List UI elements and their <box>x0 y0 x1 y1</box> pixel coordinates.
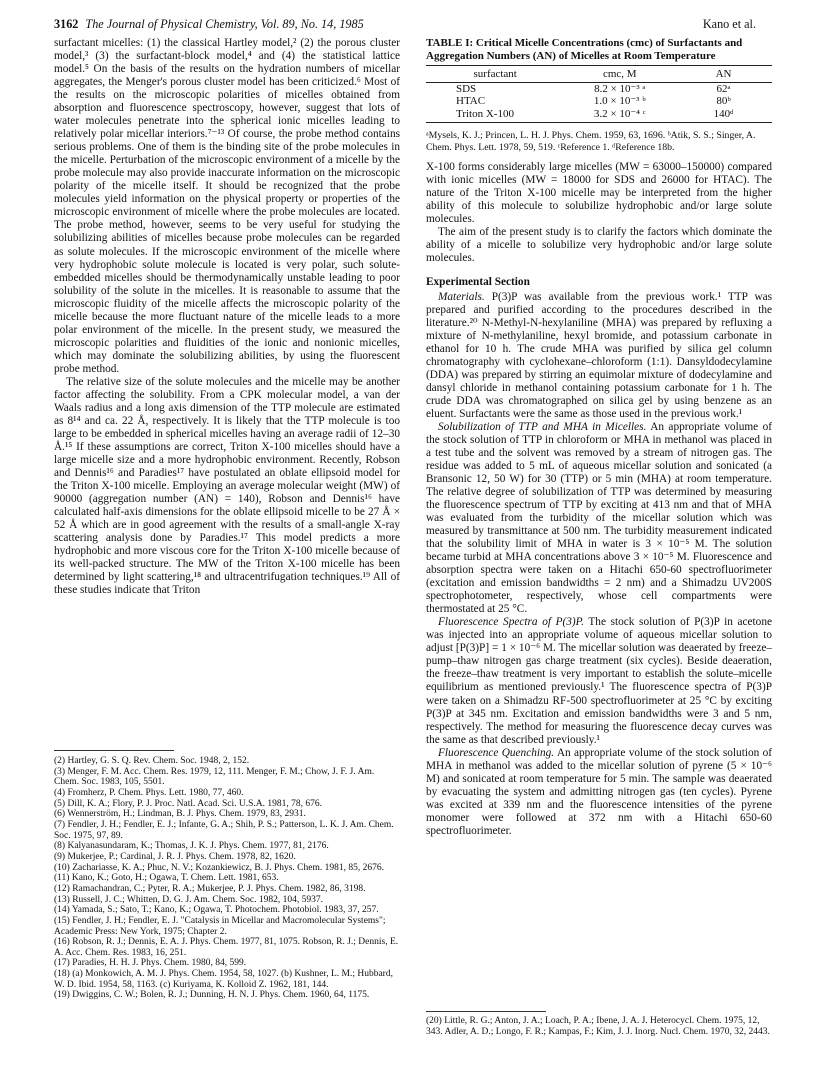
table-header-row <box>426 66 772 83</box>
column-header: AN <box>675 66 772 83</box>
journal-citation: The Journal of Physical Chemistry, Vol. 89, No. 14, 1985 <box>85 17 364 31</box>
footnote: (18) (a) Monkowich, A. M. J. Phys. Chem. 1954, 58, 1027. (b) Kushner, L. M.; Hubbard, W. D. Ibid. 1954, 58, 1163. (c) Kuriyama, K. Kolloid Z. 1962, 181, 144. <box>54 969 393 990</box>
column-header: cmc, M <box>564 66 675 83</box>
table-cell: 80ᵇ <box>716 95 731 108</box>
footnote: (12) Ramachandran, C.; Pyter, R. A.; Mukerjee, P. J. Phys. Chem. 1982, 86, 3198. <box>54 883 366 894</box>
run-in-heading: Materials. <box>438 290 485 303</box>
footnote: (16) Robson, R. J.; Dennis, E. A. J. Phys. Chem. 1977, 81, 1075. Robson, R. J.; Dennis, E. A. Acc. Chem. Res. 1983, 16, 251. <box>54 937 399 958</box>
right-column <box>426 37 772 838</box>
footnote: (20) Little, R. G.; Anton, J. A.; Loach, P. A.; Ibene, J. A. J. Heterocycl. Chem. 1975, 12, 343. Adler, A. D.; Longo, F. R.; Kampas, F.; Kim, J. J. Inorg. Nucl. Chem. 1970, 32, 2443. <box>426 1016 770 1037</box>
footnote: (10) Zachariasse, K. A.; Phuc, N. V.; Kozankiewicz, B. J. Phys. Chem. 1981, 85, 2676. <box>54 862 384 873</box>
table-caption: TABLE I: Critical Micelle Concentrations (cmc) of Surfactants and Aggregation Numbers (AN) of Micelles at Room Temperature <box>426 37 743 62</box>
body-paragraph: X-100 forms considerably large micelles (MW = 63000–150000) compared with ionic micelles (MW = 18000 for SDS and 26000 for HTAC). The nature of the Triton X-100 micelle may be interpreted from the higher ability of this molecule to solubilize hydrophobic and/or large solute molecules. <box>426 161 772 226</box>
footnote: (8) Kalyanasundaram, K.; Thomas, J. K. J. Phys. Chem. 1977, 81, 2176. <box>54 841 329 852</box>
left-column <box>54 37 400 597</box>
table-cell: 140ᵈ <box>675 108 772 123</box>
section-heading: Experimental Section <box>426 275 530 288</box>
footnote: (6) Wennerström, H.; Lindman, B. J. Phys. Chem. 1979, 83, 2931. <box>54 809 306 820</box>
footnote-separator <box>426 1011 546 1012</box>
run-in-heading: Solubilization of TTP and MHA in Micelles. <box>438 420 647 433</box>
footnote: (5) Dill, K. A.; Flory, P. J. Proc. Natl. Acad. Sci. U.S.A. 1981, 78, 676. <box>54 798 323 809</box>
table-row <box>426 108 772 123</box>
table-cell: Triton X-100 <box>426 108 564 123</box>
table-cell: 1.0 × 10⁻³ ᵇ <box>593 95 646 108</box>
footnote: (14) Yamada, S.; Sato, T.; Kano, K.; Ogawa, T. Photochem. Photobiol. 1983, 37, 257. <box>54 905 379 916</box>
footnote: (15) Fendler, J. H.; Fendler, E. J. "Catalysis in Micellar and Macromolecular Systems"; Academic Press: New York, 1975; Chapter 2. <box>54 915 386 937</box>
cmc-table <box>426 65 772 123</box>
body-paragraph <box>426 616 772 746</box>
body-paragraph <box>426 291 772 421</box>
footnote: (19) Dwiggins, C. W.; Bolen, R. J.; Dunning, H. N. J. Phys. Chem. 1960, 64, 1175. <box>54 990 370 1001</box>
table-cell: 62ᵃ <box>716 83 731 96</box>
paragraph-text: An appropriate volume of the stock solution of TTP in chloroform or MHA in methanol was placed in a test tube and the solvent was removed by a stream of nitrogen gas. The residue was added to 5 mL of aqueous micellar solution and sonicated (a Bransonic 12, 50 W) for 30 (TTP) or 5 min (MHA) at room temperature. The relative degree of solubilization of TTP was determined by measuring the fluorescence spectrum of TTP by exciting at 413 nm and that of MHA was evaluated from the turbidity of the micellar solution which was measured by transmittance at 500 nm. The turbidity measurement indicated that the solubility limit of MHA in water is 3 × 10⁻⁵ M. The solution became turbid at MHA concentrations above 3 × 10⁻⁵ M. Fluorescence and absorption spectra were taken on a Hitachi 650-60 spectrofluorimeter (excitation and emission bandwidths = 2 nm) and a Shimadzu UV200S spectrophotometer, respectively, whose cell compartments were thermostated at 25 °C. <box>426 420 772 616</box>
run-in-heading: Fluorescence Quenching. <box>438 746 555 759</box>
running-header <box>54 17 364 31</box>
footnote-separator <box>54 750 174 751</box>
body-paragraph <box>426 747 772 838</box>
footnotes-right <box>426 1016 772 1037</box>
body-paragraph: The aim of the present study is to clarify the factors which dominate the ability of a micelle to solubilize very hydrophobic and/or large solute molecules. <box>426 226 772 265</box>
footnote: (9) Mukerjee, P.; Cardinal, J. R. J. Phys. Chem. 1978, 82, 1620. <box>54 851 296 862</box>
page-number: 3162 <box>54 17 79 31</box>
footnotes-left <box>54 756 400 1001</box>
footnote: (2) Hartley, G. S. Q. Rev. Chem. Soc. 1948, 2, 152. <box>54 756 250 766</box>
table-cell: 3.2 × 10⁻⁴ ᶜ <box>564 108 675 123</box>
footnote: (11) Kano, K.; Goto, H.; Ogawa, T. Chem. Lett. 1981, 653. <box>54 873 279 884</box>
footnote: (7) Fendler, J. H.; Fendler, E. J.; Infante, G. A.; Shih, P. S.; Patterson, L. K. J. Am. Chem. Soc. 1975, 97, 89. <box>54 819 394 841</box>
column-header: surfactant <box>426 66 564 83</box>
footnote: (13) Russell, J. C.; Whitten, D. G. J. Am. Chem. Soc. 1982, 104, 5937. <box>54 894 323 905</box>
run-in-heading: Fluorescence Spectra of P(3)P. <box>438 616 584 629</box>
paragraph-text: The stock solution of P(3)P in acetone was injected into an appropriate volume of aqueous micellar solution to adjust [P(3)P] = 1 × 10⁻⁶ M. The micellar solution was deaerated by freeze–pump–thaw nitrogen gas charge treatment (six cycles). Beside deaeration, the freeze–thaw treatment is very important to establish the solute–micelle equilibrium as mentioned previously.¹ The fluorescence spectra of P(3)P were taken on a Shimadzu RF-500 spectrofluorimeter at 25 °C by exciting P(3)P at 345 nm. Excitation and emission bandwidths were 3 and 5 nm, respectively. The method for measuring the fluorescence decay curves was the same as that described previously.¹ <box>426 616 772 746</box>
footnote: (4) Fromherz, P. Chem. Phys. Lett. 1980, 77, 460. <box>54 787 244 798</box>
header-authors: Kano et al. <box>702 17 756 31</box>
paragraph-text: P(3)P was available from the previous work.¹ TTP was prepared and purified according to the procedures described in the literature.²⁰ N-Methyl-N-hexylaniline (MHA) was prepared by refluxing a mixture of N-methylaniline, hexyl bromide, and potassium carbonate in ethanol for 10 h. The crude MHA was purified by silica gel column chromatography with cyclohexane–chloroform (1:1). Dansyldodecylamine (DDA) was prepared by stirring an equimolar mixture of dodecylamine and dansyl chloride in methanol containing potassium carbonate for 1 h. The crude DDA was chromatographed on silica gel by using benzene as an eluent. Surfactants were the same as those used in the previous work.¹ <box>426 290 773 420</box>
footnote: (17) Paradies, H. H. J. Phys. Chem. 1980, 84, 599. <box>54 958 247 969</box>
table-cell: HTAC <box>456 95 486 108</box>
paragraph-text: An appropriate volume of the stock solution of MHA in methanol was added to the micellar solution of pyrene (5 × 10⁻⁶ M) and sonicated at room temperature for 5 min. The sample was deaerated by evacuating the system and admitting nitrogen gas (ten cycles). Pyrene was excited at 339 nm and the fluorescence intensities of the pyrene monomer were followed at 372 nm with a Hitachi 650-60 spectrofluorimeter. <box>426 746 772 837</box>
table-footnotes: ᵃMysels, K. J.; Princen, L. H. J. Phys. Chem. 1959, 63, 1696. ᵇAtik, S. S.; Singer, A. Chem. Phys. Lett. 1978, 59, 519. ᶜReference 1. ᵈReference 18b. <box>426 130 756 153</box>
body-paragraph: The relative size of the solute molecules and the micelle may be another factor affecting the solubility. From a CPK molecular model, a van der Waals radius and a long axis dimension of the TTP molecule are estimated as 8¹⁴ and ca. 22 Å, respectively. It is likely that the TTP molecule is too large to be embedded in spherical micelles having an average radii of 12–30 Å.¹⁵ If these assumptions are correct, Triton X-100 micelles should have a large micelle size and a more hydrophobic environment. Recently, Robson and Dennis¹⁶ and Paradies¹⁷ have postulated an oblate ellipsoid model for the Triton X-100 micelle. Employing an average molecular weight (MW) of 90000 (aggregation number (AN) = 140), Robson and Dennis¹⁶ have calculated half-axis dimensions for the oblate ellipsoid micelle to be 27 Å × 52 Å which are in good agreement with the results of a small-angle X-ray scattering analysis done by Paradies.¹⁷ This model predicts a more hydrophobic and more viscous core for the Triton X-100 micelle because of its well-packed structure. The MW of the Triton X-100 micelle has been determined by light scattering,¹⁸ and ultracentrifugation techniques.¹⁹ All of these studies indicate that Triton <box>54 375 400 597</box>
body-paragraph: surfactant micelles: (1) the classical Hartley model,² (2) the porous cluster model,³ (3) the surfactant-block model,⁴ and (4) the statistical lattice model.⁵ On the basis of the results on the hydration numbers of micellar aggregates, the Menger's porous cluster model has been criticized.⁶ Most of the results on the microscopic polarities of micelles obtained from absorption and fluorescence spectroscopy, however, suggest that lots of water molecules penetrate into the spherical ionic micelles leading to relatively polar micellar interiors.⁷⁻¹³ Of course, the probe method contains serious problems. One of them is the binding site of the probe molecules in the micelle. Perturbation of the microscopic environment of a micelle by the probe molecule may also provide inaccurate information on the microscopic polarity of the micelle itself. It should be recognized that the probe molecules yield information on the physical property or properties of the microscopic environment of micelle where the probe molecules are located. The probe method, however, seems to be very useful for studying the solubilizing abilities of micelles because probe molecules can be regarded as solute molecules. If the microscopic environment of the micelle where very hydrophobic solute molecule is located is very polar, such solute-embedded micelles should be thermodynamically unstable leading to poor solubility of the solute in the micelles. It is reasonable to assume that the microscopic fluidity of the micelle affects the microscopic polarity of the micelle because the more fluctuant nature of the micelle leads to a more polar environment of the micelle. In the present study, we measured the microscopic polarities and fluidities of the ionic and nonionic micelles, which may dominate the solubilizing abilities, by using the fluorescent probe method. <box>54 37 400 375</box>
table-cell: 8.2 × 10⁻³ ᵃ <box>594 83 646 96</box>
body-paragraph <box>426 421 772 616</box>
table-cell: SDS <box>456 83 477 96</box>
footnote: (3) Menger, F. M. Acc. Chem. Res. 1979, 12, 111. Menger, F. M.; Chow, J. F. J. Am. Chem. Soc. 1983, 105, 5501. <box>54 766 375 788</box>
table-row <box>426 95 772 107</box>
table-row <box>426 83 772 96</box>
